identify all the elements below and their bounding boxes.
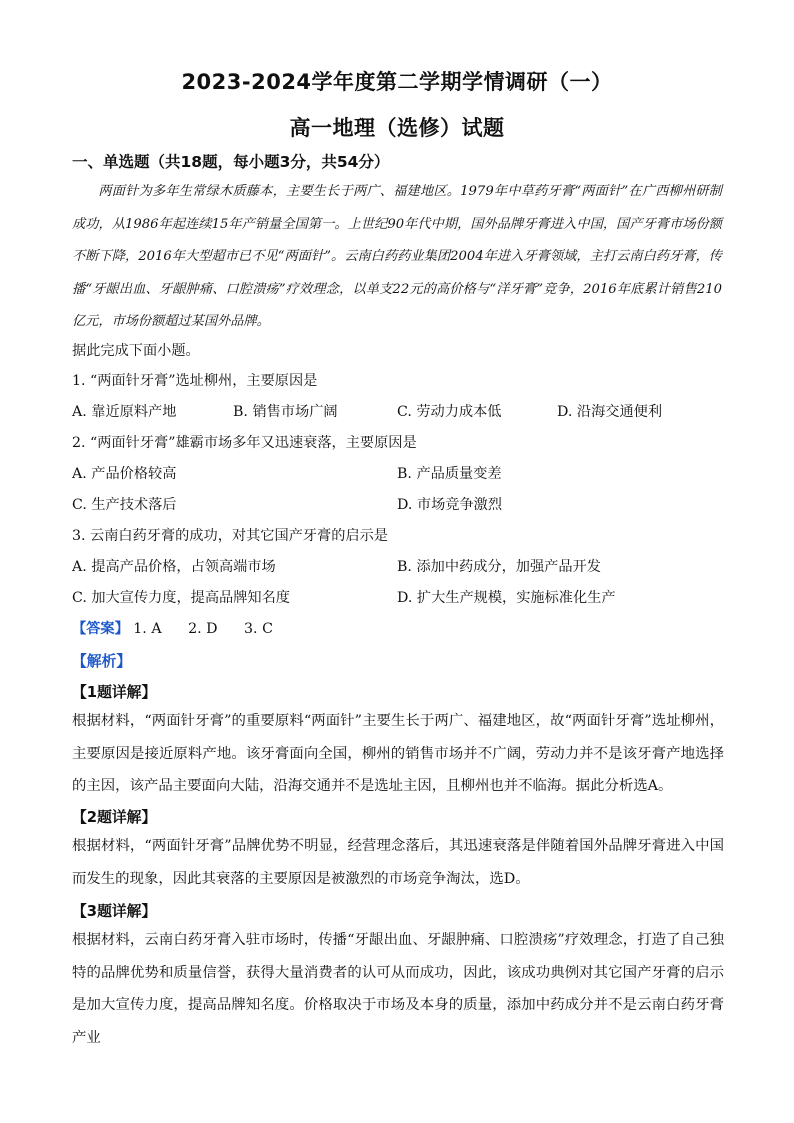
answer-3: 3. C: [244, 621, 273, 637]
q2-option-a: A. 产品价格较高: [72, 466, 177, 482]
answer-tag: 【答案】: [72, 621, 129, 637]
answer-2: 2. D: [188, 621, 218, 637]
detail-3-text: 根据材料，云南白药牙膏入驻市场时，传播“牙龈出血、牙龈肿痛、口腔溃疡”疗效理念，打造了自己独特的品牌优势和质量信誉，获得大量消费者的认可从而成功，因此，该成功典例对其它国产牙膏的启示是加大宣传力度，提高品牌知名度。价格取决于市场及本身的质量，添加中药成分并不是云南白药牙膏产业: [72, 932, 724, 1046]
answer-1: 1. A: [133, 621, 162, 637]
detail-1-heading: 【1题详解】: [72, 684, 157, 701]
q1-option-c: C. 劳动力成本低: [397, 404, 502, 420]
q2-option-d: D. 市场竞争激烈: [397, 497, 503, 513]
detail-2-heading: 【2题详解】: [72, 809, 157, 826]
material-paragraph: 两面针为多年生常绿木质藤本，主要生长于两广、福建地区。1979年中草药牙膏“两面针”在广西柳州研制成功，从1986年起连续15年产销量全国第一。上世纪90年代中期，国外品牌牙膏进入中国，国产牙膏市场份额不断下降，2016年大型超市已不见“两面针”。云南白药药业集团2004年进入牙膏领域，主打云南白药牙膏，传播“牙龈出血、牙龈肿痛、口腔溃疡”疗效理念，以单支22元的高价格与“洋牙膏”竞争，2016年底累计销售210亿元，市场份额超过某国外品牌。: [72, 184, 722, 329]
exam-title: 2023-2024学年度第二学期学情调研（一）: [181, 70, 613, 94]
q2-option-b: B. 产品质量变差: [397, 466, 502, 482]
exam-subtitle: 高一地理（选修）试题: [289, 116, 505, 140]
answer-line: [72, 618, 295, 638]
question-1-stem: 1. “两面针牙膏”选址柳州，主要原因是: [72, 373, 318, 389]
question-3-stem: 3. 云南白药牙膏的成功，对其它国产牙膏的启示是: [72, 528, 388, 544]
detail-1-text: 根据材料，“两面针牙膏”的重要原料“两面针”主要生长于两广、福建地区，故“两面针牙膏”选址柳州，主要原因是接近原料产地。该牙膏面向全国，柳州的销售市场并不广阔，劳动力并不是该牙膏产地选择的主因，该产品主要面向大陆，沿海交通并不是选址主因，且柳州也并不临海。据此分析选A。: [72, 713, 724, 795]
instruction-text: 据此完成下面小题。: [72, 343, 200, 359]
detail-3-heading: 【3题详解】: [72, 903, 157, 920]
q2-option-c: C. 生产技术落后: [72, 497, 177, 513]
q3-option-d: D. 扩大生产规模，实施标准化生产: [397, 590, 616, 606]
q1-option-d: D. 沿海交通便利: [557, 404, 663, 420]
q3-option-b: B. 添加中药成分，加强产品开发: [397, 559, 601, 575]
q3-option-c: C. 加大宣传力度，提高品牌知名度: [72, 590, 290, 606]
analysis-tag: 【解析】: [72, 653, 132, 670]
q1-option-b: B. 销售市场广阔: [233, 404, 338, 420]
q1-option-a: A. 靠近原料产地: [72, 404, 177, 420]
q3-option-a: A. 提高产品价格，占领高端市场: [72, 559, 276, 575]
section-heading: 一、单选题（共18题，每小题3分，共54分）: [72, 153, 390, 171]
detail-2-text: 根据材料，“两面针牙膏”品牌优势不明显，经营理念落后，其迅速衰落是伴随着国外品牌牙膏进入中国而发生的现象，因此其衰落的主要原因是被激烈的市场竞争淘汰，选D。: [72, 838, 724, 887]
question-2-stem: 2. “两面针牙膏”雄霸市场多年又迅速衰落，主要原因是: [72, 435, 417, 451]
